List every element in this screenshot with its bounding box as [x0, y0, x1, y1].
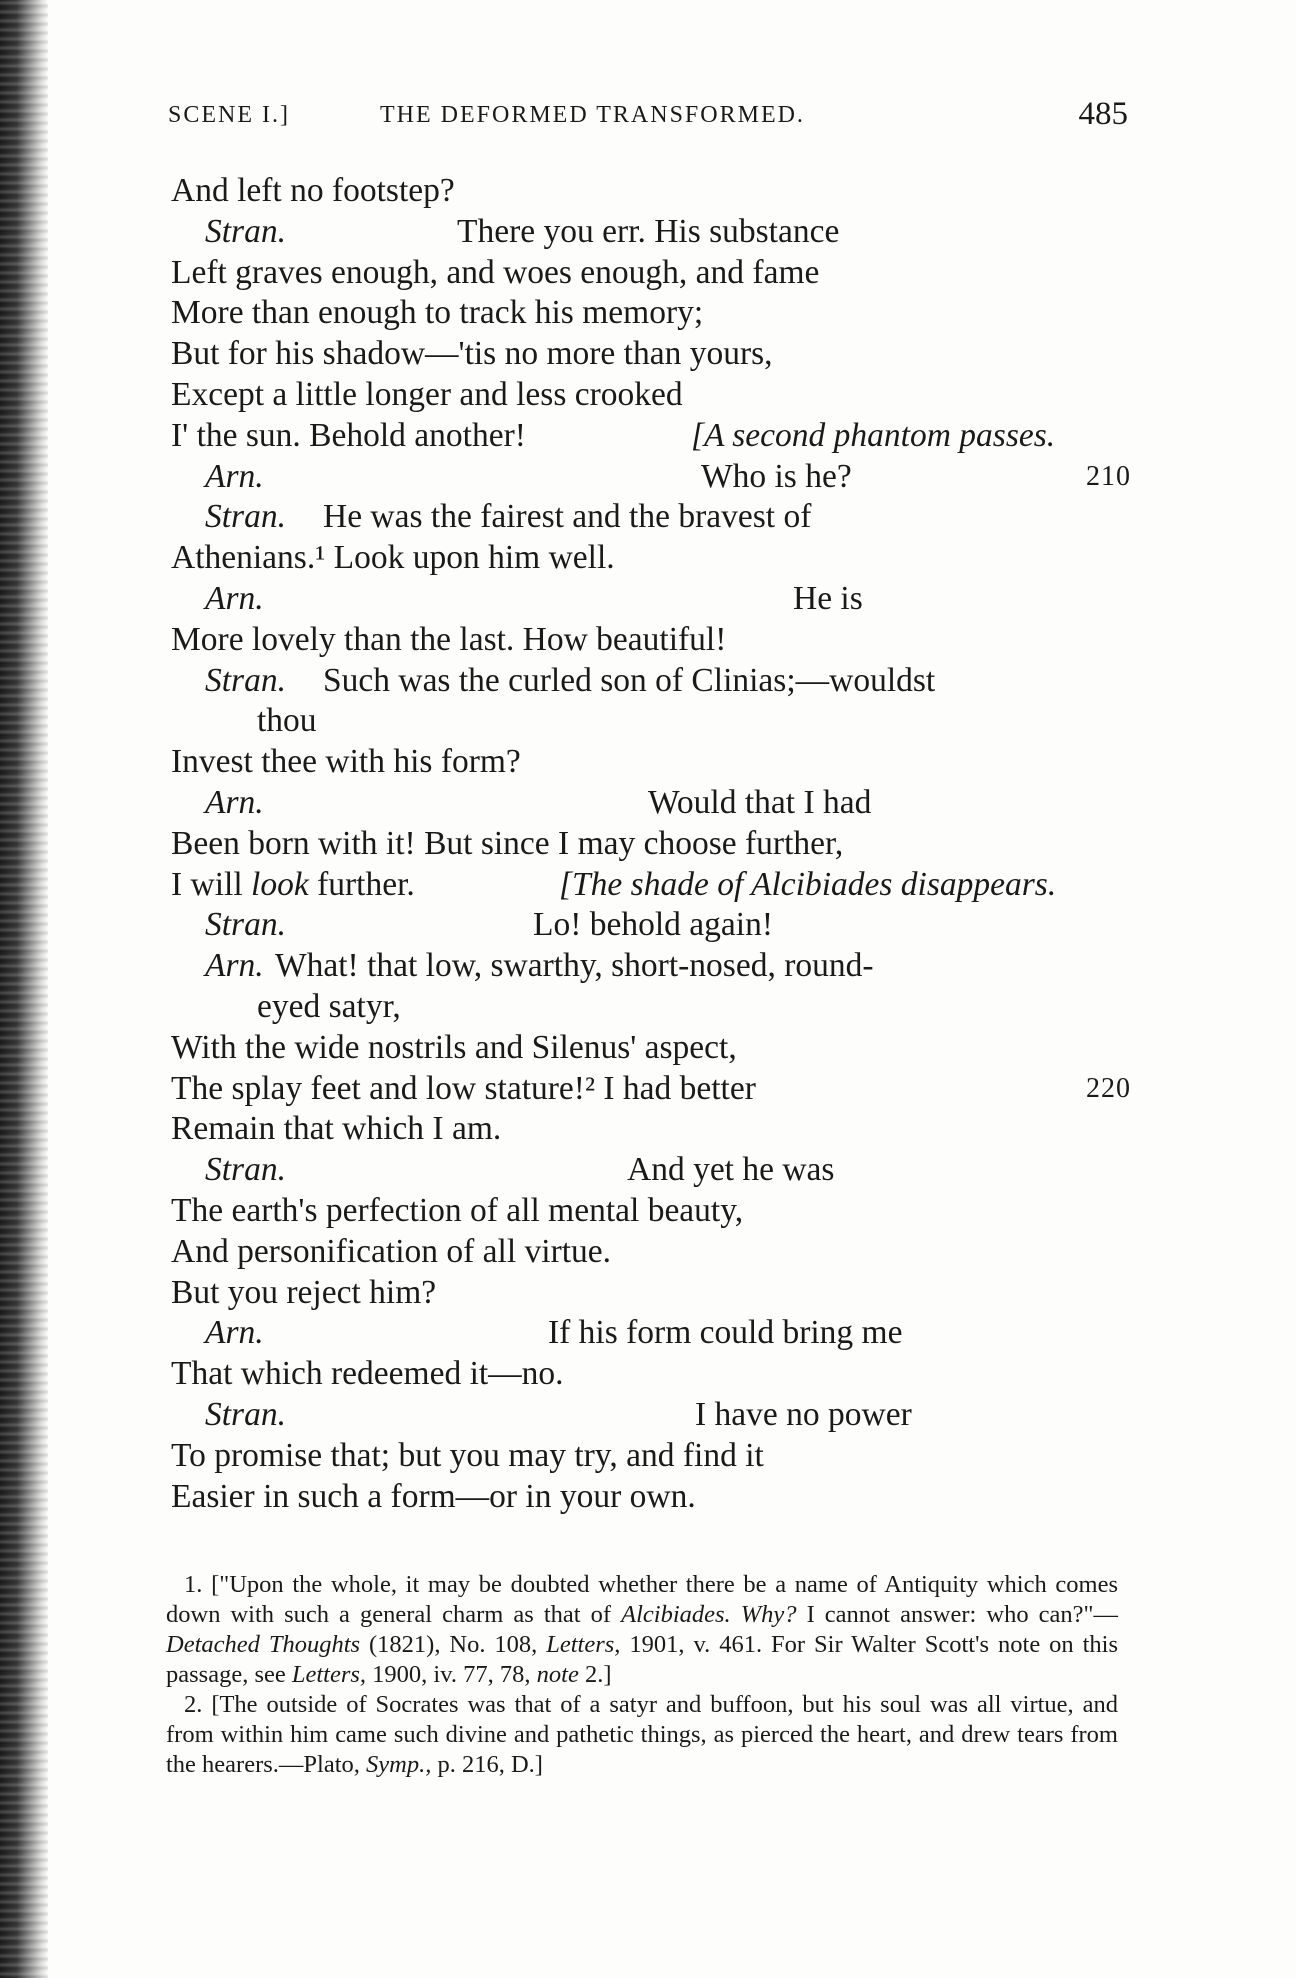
verse-line [171, 1313, 1131, 1354]
speaker-label: Arn. [205, 1314, 264, 1352]
footnote-text: ["Upon the whole, it may be doubted whether there be a name of Antiquity which comes down with such a general charm as that of [166, 1571, 1118, 1628]
footnote-italic: Letters, [546, 1631, 621, 1658]
line-text: Would that I had [648, 783, 872, 821]
footnote-italic: Letters, [291, 1661, 367, 1688]
footnote-text: I cannot answer: who can?"— [796, 1601, 1118, 1628]
verse-line [171, 1273, 1131, 1314]
footnote-text: p. 216, D.] [431, 1751, 543, 1778]
header-scene: SCENE I.] [168, 102, 290, 128]
speaker-label: Arn. [205, 457, 264, 495]
line-text: thou [257, 702, 317, 740]
line-number: 210 [1086, 460, 1131, 492]
page-gutter-texture [0, 0, 48, 1978]
speaker-label: Arn. [205, 783, 264, 821]
header-title: THE DEFORMED TRANSFORMED. [380, 102, 805, 128]
line-text: The splay feet and low stature!² I had better [171, 1069, 756, 1107]
footnote-italic: Alcibiades. [621, 1601, 731, 1628]
line-text: But you reject him? [171, 1273, 437, 1311]
verse-line [171, 1395, 1131, 1436]
line-text: Athenians.¹ Look upon him well. [171, 539, 615, 577]
emphasis-word: look [251, 865, 309, 903]
line-text-start: I will [171, 865, 252, 903]
verse-line [171, 865, 1131, 906]
footnote-italic: Why? [740, 1601, 797, 1628]
footnote-italic: note [536, 1661, 579, 1688]
verse-line [171, 701, 1131, 742]
line-text: More lovely than the last. How beautiful! [171, 620, 727, 658]
verse-line [171, 171, 1131, 212]
verse-line [171, 375, 1131, 416]
speaker-label: Stran. [205, 661, 286, 699]
line-text: Who is he? [701, 457, 852, 495]
footnote-italic: Symp., [366, 1751, 432, 1778]
verse-line [171, 457, 1131, 498]
line-text: And left no footstep? [171, 172, 455, 209]
line-text: More than enough to track his memory; [171, 294, 704, 332]
verse-line [171, 1232, 1131, 1273]
line-text: Such was the curled son of Clinias;—wouldst [323, 661, 936, 699]
footnote-text: 2.] [578, 1661, 612, 1688]
line-text: The earth's perfection of all mental beauty, [171, 1191, 744, 1229]
verse-line [171, 987, 1131, 1028]
footnote-marker: 1. [184, 1571, 203, 1598]
footnote-italic: Detached Thoughts [166, 1631, 361, 1658]
line-number: 220 [1086, 1072, 1131, 1104]
stage-direction: [A second phantom passes. [691, 416, 1056, 454]
line-text: That which redeemed it—no. [171, 1355, 564, 1393]
line-text: And personification of all virtue. [171, 1232, 612, 1270]
running-header [168, 96, 1128, 140]
line-text: There you err. His substance [457, 212, 840, 250]
speaker-label: Arn. [205, 579, 264, 617]
verse-line [171, 1191, 1131, 1232]
line-text: Been born with it! But since I may choose further, [171, 824, 844, 862]
verse-line [171, 661, 1131, 702]
verse-line [171, 497, 1131, 538]
footnote-text [731, 1601, 741, 1628]
verse-line [171, 212, 1131, 253]
line-text: He is [793, 579, 863, 617]
speaker-label: Stran. [205, 498, 286, 536]
line-text: If his form could bring me [548, 1314, 903, 1352]
verse-line [171, 1354, 1131, 1395]
footnotes [166, 1570, 1118, 1780]
verse-line [171, 293, 1131, 334]
speaker-label: Stran. [205, 906, 286, 944]
line-text-end: further. [308, 865, 415, 903]
line-text: Remain that which I am. [171, 1110, 502, 1148]
footnote-text: 1900, iv. 77, 78, [366, 1661, 537, 1688]
footnote-text: [The outside of Socrates was that of a satyr and buffoon, but his soul was all virtue, and from within him came such divine and pathetic things, as pierced the heart, and drew tears from the hearers.—Plato, [166, 1691, 1118, 1778]
verse-line [171, 1436, 1131, 1477]
verse-line [171, 334, 1131, 375]
verse-line [171, 742, 1131, 783]
line-text: Invest thee with his form? [171, 743, 521, 781]
verse-line [171, 1109, 1131, 1150]
verse-line [171, 620, 1131, 661]
verse-line [171, 1028, 1131, 1069]
verse-line [171, 1477, 1131, 1518]
footnote-1 [166, 1570, 1118, 1690]
line-text: eyed satyr, [257, 987, 401, 1025]
verse-line [171, 1069, 1131, 1110]
verse-line [171, 579, 1131, 620]
speaker-label: Stran. [205, 1151, 286, 1189]
line-text: Lo! behold again! [533, 906, 773, 944]
line-text: But for his shadow—'tis no more than yours, [171, 335, 773, 373]
verse-line [171, 946, 1131, 987]
verse-line [171, 416, 1131, 457]
footnote-2 [166, 1690, 1118, 1780]
verse-line [171, 253, 1131, 294]
footnote-text: (1821), No. 108, [360, 1631, 547, 1658]
speaker-label: Stran. [205, 212, 286, 250]
verse-line [171, 538, 1131, 579]
speaker-label: Stran. [205, 1395, 286, 1433]
line-text: Except a little longer and less crooked [171, 375, 683, 413]
verse-line [171, 783, 1131, 824]
line-text: And yet he was [627, 1151, 835, 1189]
line-text: Easier in such a form—or in your own. [171, 1477, 696, 1515]
footnote-text: 1901, v. 461. For Sir Walter Scott's note on this passage, see [166, 1631, 1119, 1688]
speaker-label: Arn. [205, 947, 264, 985]
line-text: I' the sun. Behold another! [171, 416, 526, 454]
page-number: 485 [1078, 96, 1128, 132]
line-text: To promise that; but you may try, and find it [171, 1436, 764, 1474]
footnote-marker: 2. [184, 1691, 203, 1718]
line-text: What! that low, swarthy, short-nosed, round- [275, 947, 874, 985]
verse-line [171, 905, 1131, 946]
line-text: He was the fairest and the bravest of [323, 498, 812, 536]
line-text: I have no power [695, 1395, 912, 1433]
line-text [171, 865, 415, 906]
verse-line [171, 1150, 1131, 1191]
verse-block [171, 171, 1131, 1517]
line-text: Left graves enough, and woes enough, and fame [171, 253, 820, 291]
verse-line [171, 824, 1131, 865]
line-text: With the wide nostrils and Silenus' aspect, [171, 1028, 737, 1066]
stage-direction: [The shade of Alcibiades disappears. [559, 865, 1057, 903]
